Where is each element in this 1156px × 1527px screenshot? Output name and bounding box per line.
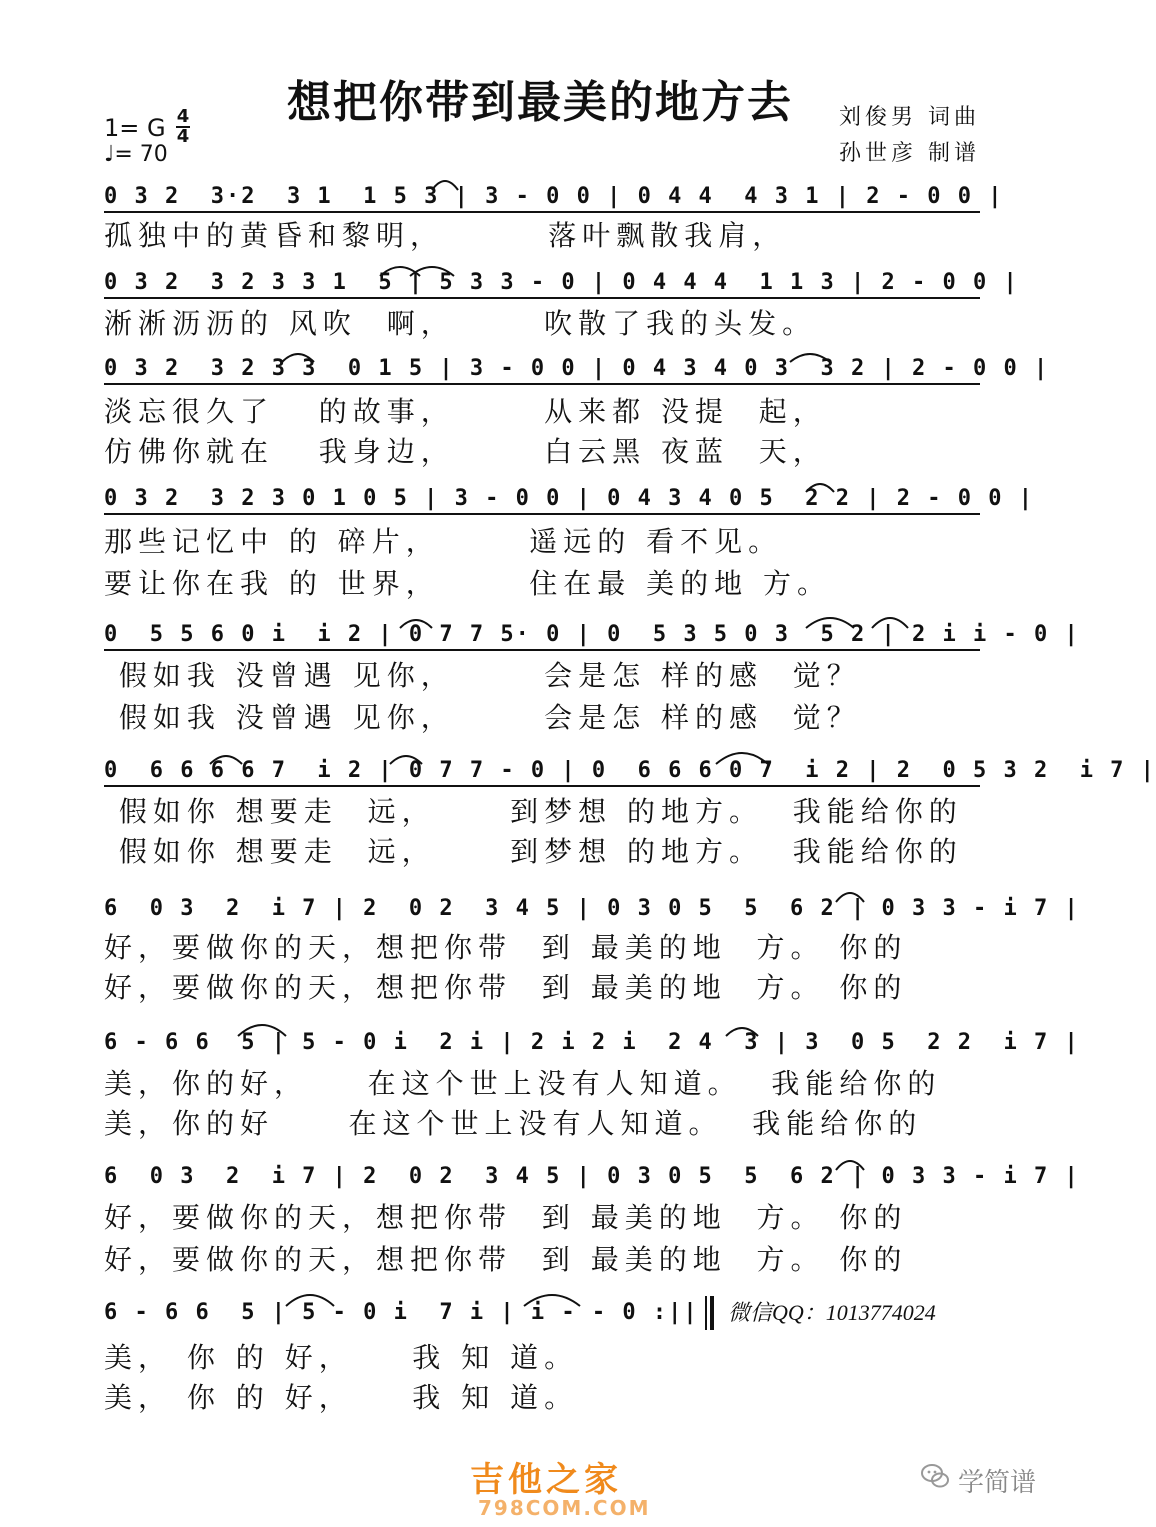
lyric-line-10-verse-2: 美， 你 的 好， 我 知 道。 xyxy=(104,1381,579,1414)
time-signature-top: 4 xyxy=(176,106,190,127)
song-title: 想把你带到最美的地方去 xyxy=(287,77,793,128)
lyric-line-4-verse-1: 那些记忆中 的 碎片， 遥远的 看不见。 xyxy=(104,525,783,558)
watermark-site-url: 798COM.COM xyxy=(478,1496,651,1520)
contact-info: 微信QQ：1013774024 xyxy=(728,1300,936,1325)
tempo-marking: ♩= 70 xyxy=(104,142,168,167)
notation-line-8: 6 - 6 6 5 | 5 - 0 i 2 i | 2 i 2 i 2 4 3 | 3 0 5 2 2 i 7 | xyxy=(104,1030,1080,1055)
notation-line-5: 0 5 5 6 0 i i 2 | 0 7 7 5· 0 | 0 5 3 5 0 3 5 2 | 2 i i - 0 | xyxy=(104,622,980,651)
notation-line-9: 6 0 3 2 i 7 | 2 0 2 3 4 5 | 0 3 0 5 5 6 2 | 0 3 3 - i 7 | xyxy=(104,1164,1080,1189)
lyric-line-7-verse-2: 好，要做你的天，想把你带 到 最美的地 方。 你的 xyxy=(104,971,908,1004)
lyric-line-3-verse-2: 仿佛你就在 我身边， 白云黑 夜蓝 天， xyxy=(104,435,827,468)
lyric-line-8-verse-1: 美，你的好， 在这个世上没有人知道。 我能给你的 xyxy=(104,1067,942,1100)
lyric-line-5-verse-1: 假如我 没曾遇 见你， 会是怎 样的感 觉？ xyxy=(104,659,861,692)
notation-line-4: 0 3 2 3 2 3 0 1 0 5 | 3 - 0 0 | 0 4 3 4 0 5 2 2 | 2 - 0 0 | xyxy=(104,486,980,515)
lyric-line-8-verse-2: 美，你的好 在这个世上没有人知道。 我能给你的 xyxy=(104,1107,923,1140)
wechat-icon xyxy=(920,1462,950,1490)
lyric-line-6-verse-1: 假如你 想要走 远， 到梦想 的地方。 我能给你的 xyxy=(104,795,963,828)
key-signature: 1= G xyxy=(104,114,166,142)
notation-line-6: 0 6 6 6 6 7 i 2 | 0 7 7 - 0 | 0 6 6 6 0 7 i 2 | 2 0 5 3 2 i 7 | xyxy=(104,758,980,787)
notation-line-10: 6 - 6 6 5 | 5 - 0 i 7 i | i - - 0 :|| xyxy=(104,1300,699,1325)
lyric-line-7-verse-1: 好，要做你的天，想把你带 到 最美的地 方。 你的 xyxy=(104,931,908,964)
notation-line-3: 0 3 2 3 2 3 3 0 1 5 | 3 - 0 0 | 0 4 3 4 0 3 3 2 | 2 - 0 0 | xyxy=(104,356,980,385)
watermark-wechat-account: 学简谱 xyxy=(958,1468,1037,1498)
lyric-line-4-verse-2: 要让你在我 的 世界， 住在最 美的地 方。 xyxy=(104,567,832,600)
notation-line-2: 0 3 2 3 2 3 3 1 5 | 5 3 3 - 0 | 0 4 4 4 1 1 3 | 2 - 0 0 | xyxy=(104,270,980,299)
lyric-line-2-verse-1: 淅淅沥沥的 风吹 啊， 吹散了我的头发。 xyxy=(104,307,817,340)
lyric-line-9-verse-2: 好，要做你的天，想把你带 到 最美的地 方。 你的 xyxy=(104,1243,908,1276)
lyric-line-5-verse-2: 假如我 没曾遇 见你， 会是怎 样的感 觉？ xyxy=(104,701,861,734)
lyric-line-10-verse-1: 美， 你 的 好， 我 知 道。 xyxy=(104,1341,579,1374)
lyric-line-6-verse-2: 假如你 想要走 远， 到梦想 的地方。 我能给你的 xyxy=(104,835,963,868)
transcriber-credit: 孙世彦 制谱 xyxy=(839,141,980,166)
lyricist-composer-credit: 刘俊男 词曲 xyxy=(839,105,980,130)
lyric-line-1-verse-1: 孤独中的黄昏和黎明， 落叶飘散我肩， xyxy=(104,219,787,252)
lyric-line-9-verse-1: 好，要做你的天，想把你带 到 最美的地 方。 你的 xyxy=(104,1201,908,1234)
watermark-site-name: 吉他之家 xyxy=(470,1460,622,1500)
time-signature xyxy=(176,108,190,146)
notation-line-1: 0 3 2 3·2 3 1 1 5 3 | 3 - 0 0 | 0 4 4 4 3 1 | 2 - 0 0 | xyxy=(104,184,980,213)
time-signature-bottom: 4 xyxy=(176,126,190,147)
lyric-line-3-verse-1: 淡忘很久了 的故事， 从来都 没提 起， xyxy=(104,395,827,428)
notation-line-7: 6 0 3 2 i 7 | 2 0 2 3 4 5 | 0 3 0 5 5 6 2 | 0 3 3 - i 7 | xyxy=(104,896,1080,921)
